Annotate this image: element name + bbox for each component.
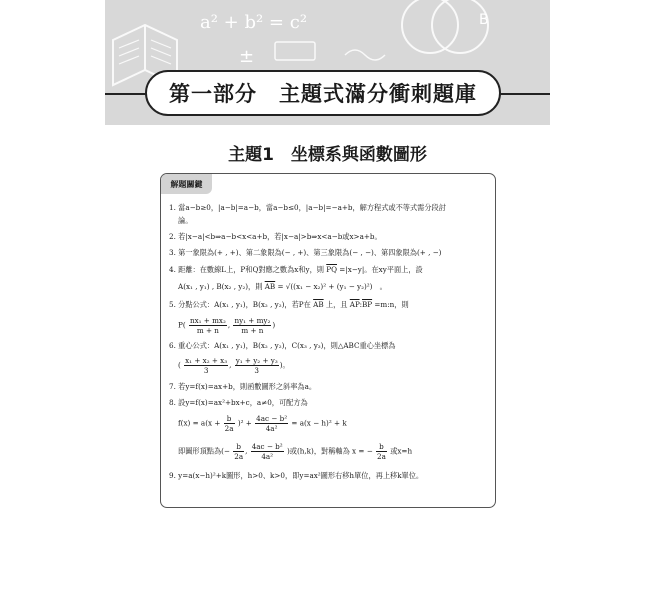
segment-ap: $\overline{AP}$ bbox=[349, 300, 360, 309]
vertex-form-frac-2 bbox=[255, 414, 288, 433]
segment-pq: $\overline{PQ}$ bbox=[326, 265, 337, 274]
section-comma: , bbox=[227, 320, 231, 330]
item-9: 9. y=a(x−h)²+k圖形，h>0、k>0，即y=ax²圖形右移h單位，再上移k單位。 bbox=[169, 471, 424, 480]
item-1-line-1: 1. 當a−b≥0，|a−b|=a−b，當a−b≤0，|a−b|=−a+b，解方程式或不等式需分段討 bbox=[169, 203, 446, 212]
key-points-card bbox=[160, 173, 496, 508]
ratio-colon: : bbox=[359, 300, 362, 309]
section-p-open: P( bbox=[178, 320, 186, 330]
vertex-text-c: 或x=h bbox=[390, 446, 413, 456]
centroid-x-denominator: 3 bbox=[203, 366, 209, 375]
item-2: 2. 若|x−a|<b⇒a−b<x<a+b，若|x−a|>b⇒x<a−b或x>a+b。 bbox=[169, 232, 382, 241]
venn-label-b: B bbox=[479, 12, 489, 28]
vertex-form-b: )² + bbox=[237, 418, 252, 428]
card-tab-label: 解題關鍵 bbox=[161, 174, 212, 194]
vertex-form-d1: 2a bbox=[224, 424, 234, 433]
vertex-line bbox=[178, 442, 412, 461]
centroid-open: ( bbox=[178, 360, 181, 370]
vertex-text-b: )或(h,k)，對稱軸為 x = − bbox=[286, 446, 373, 456]
item-4-text-a: 4. 距離：在數線L上，P和Q對應之數為x和y，則 bbox=[169, 265, 324, 274]
topic-title: 主題1 坐標系與函數圖形 bbox=[228, 145, 427, 165]
axis-d: 2a bbox=[377, 452, 386, 461]
vertex-frac-2 bbox=[251, 442, 284, 461]
segment-ab-2: $\overline{AB}$ bbox=[313, 300, 324, 309]
vertex-form-a: f(x) = a(x + bbox=[178, 418, 221, 428]
centroid-x-numerator: x₁ + x₂ + x₃ bbox=[185, 356, 228, 365]
segment-ab: $\overline{AB}$ bbox=[264, 282, 276, 291]
centroid-y-fraction bbox=[235, 356, 279, 375]
item-5-text-c: =m:n，則 bbox=[374, 300, 409, 309]
formula-doodle: a² + b² = c² bbox=[200, 12, 308, 33]
section-x-numerator: nx₁ + mx₂ bbox=[189, 316, 226, 325]
vertex-form-frac-1 bbox=[224, 414, 235, 433]
item-7: 7. 若y=f(x)=ax+b，則函數圖形之斜率為a。 bbox=[169, 382, 317, 391]
vertex-form-formula bbox=[178, 414, 347, 433]
item-4-line-2 bbox=[178, 282, 387, 291]
section-y-numerator: ny₁ + my₂ bbox=[234, 316, 271, 325]
distance-formula: = √((x₁ − x₂)² + (y₁ − y₂)²) 。 bbox=[277, 282, 387, 291]
vertex-d1: 2a bbox=[234, 452, 244, 461]
centroid-x-fraction bbox=[184, 356, 228, 375]
section-x-fraction bbox=[189, 316, 227, 335]
vertex-form-n1: b bbox=[224, 414, 235, 424]
section-y-fraction bbox=[233, 316, 271, 335]
item-6-line-1: 6. 重心公式：A(x₁ , y₁)，B(x₂ , y₂)，C(x₃ , y₃)，則△ABC重心坐標為 bbox=[169, 341, 396, 350]
vertex-form-c: = a(x − h)² + k bbox=[291, 418, 347, 428]
axis-frac bbox=[376, 442, 387, 461]
chapter-title: 第一部分 主題式滿分衝刺題庫 bbox=[145, 70, 501, 116]
centroid-comma: , bbox=[229, 360, 232, 370]
centroid-y-numerator: y₁ + y₂ + y₃ bbox=[235, 356, 278, 365]
vertex-text-a: 即圖形頂點為(− bbox=[178, 446, 230, 456]
vertex-frac-1 bbox=[233, 442, 244, 461]
section-x-denominator: m + n bbox=[196, 326, 219, 335]
centroid-y-denominator: 3 bbox=[254, 366, 259, 375]
centroid-close: )。 bbox=[279, 360, 290, 370]
item-4-points: A(x₁ , y₁) , B(x₂ , y₂)，則 bbox=[178, 282, 263, 291]
vertex-form-d2: 4a² bbox=[265, 424, 278, 433]
section-close: ) bbox=[272, 320, 276, 330]
vertex-d2: 4a² bbox=[261, 452, 274, 461]
vertex-comma: , bbox=[245, 446, 248, 456]
section-formula bbox=[178, 316, 275, 335]
centroid-formula bbox=[178, 356, 290, 375]
item-4-line-1 bbox=[169, 265, 423, 274]
item-8: 8. 設y=f(x)=ax²+bx+c，a≠0，可配方為 bbox=[169, 398, 308, 407]
item-4-text-b: =|x−y|。在xy平面上，設 bbox=[339, 265, 423, 274]
vertex-n1: b bbox=[233, 442, 244, 452]
item-5-text-b: 上，且 bbox=[325, 300, 348, 309]
vertex-form-n2: 4ac − b² bbox=[256, 414, 288, 423]
axis-n: b bbox=[376, 442, 387, 452]
plus-minus-doodle: ± bbox=[239, 46, 255, 67]
vertex-n2: 4ac − b² bbox=[251, 442, 283, 451]
item-5-text-a: 5. 分點公式：A(x₁ , y₁)，B(x₂ , y₂)，若P在 bbox=[169, 300, 311, 309]
segment-bp: $\overline{BP}$ bbox=[361, 300, 373, 309]
item-3: 3. 第一象限為(+ , +)、第二象限為(− , +)、第三象限為(− , −)、第四象限為(+ , −) bbox=[169, 248, 442, 257]
section-y-denominator: m + n bbox=[241, 326, 264, 335]
item-1-line-2: 論。 bbox=[178, 216, 193, 225]
item-5-line-1 bbox=[169, 300, 409, 309]
